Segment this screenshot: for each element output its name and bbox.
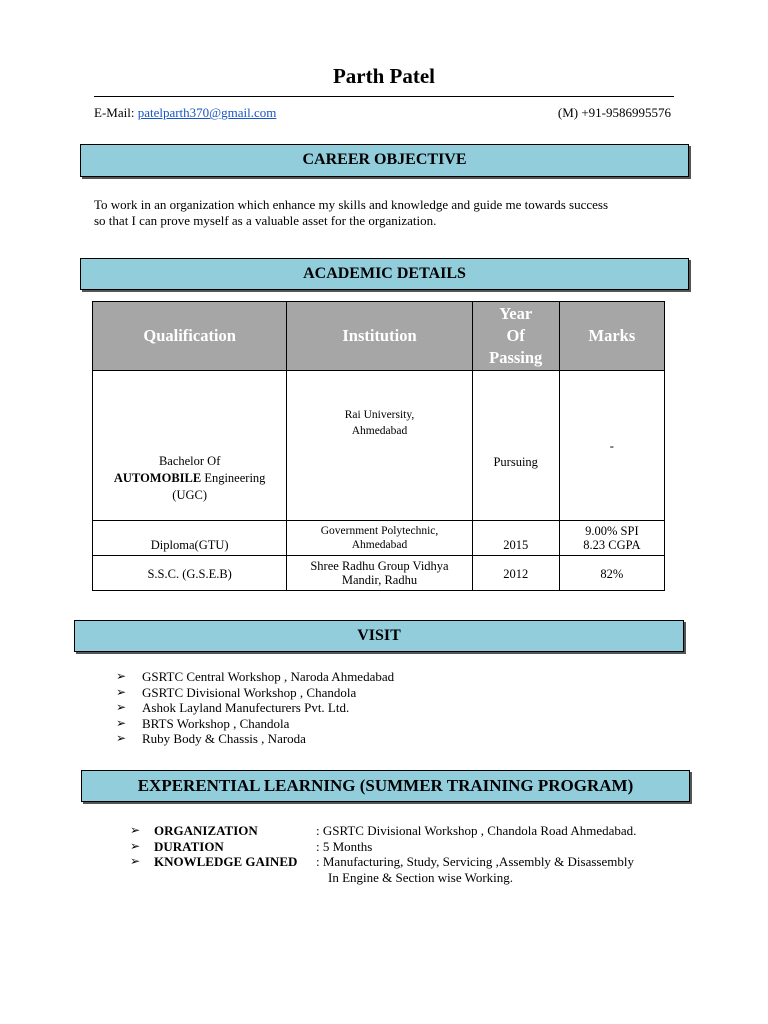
- header-divider: [94, 96, 674, 97]
- qualification-line-3: (UGC): [172, 488, 208, 502]
- detail-value: : GSRTC Divisional Workshop , Chandola Road Ahmedabad.: [316, 823, 637, 838]
- institution-line-2: Ahmedabad: [351, 425, 408, 437]
- list-item: ➢ GSRTC Divisional Workshop , Chandola: [116, 685, 394, 701]
- detail-value: : 5 Months: [316, 838, 373, 854]
- email-label: E-Mail:: [94, 105, 135, 120]
- objective-line-1: To work in an organization which enhance my skills and knowledge and guide me towards success: [94, 197, 609, 212]
- career-objective-text: [94, 197, 674, 228]
- detail-value: : Manufacturing, Study, Servicing ,Assembly & Disassembly: [316, 854, 634, 869]
- header-year-line-1: Year: [499, 304, 533, 323]
- cell-institution: [287, 556, 472, 591]
- arrowhead-bullet-icon: ➢: [130, 854, 141, 868]
- cell-year: 2012: [472, 556, 559, 591]
- email-link[interactable]: patelparth370@gmail.com: [137, 105, 277, 120]
- qualification-bold: AUTOMOBILE: [113, 471, 202, 485]
- objective-line-2: so that I can prove myself as a valuable asset for the organization.: [94, 212, 437, 228]
- cell-institution: [287, 371, 472, 521]
- detail-value-continuation: In Engine & Section wise Working.: [328, 869, 514, 885]
- qualification-line-1: Bachelor Of: [158, 454, 221, 468]
- experiential-learning-heading: EXPERENTIAL LEARNING (SUMMER TRAINING PROGRAM): [81, 770, 690, 802]
- institution-line-1: Rai University,: [344, 409, 415, 421]
- career-objective-heading: CAREER OBJECTIVE: [80, 144, 689, 177]
- list-item: ➢ Ashok Layland Manufecturers Pvt. Ltd.: [116, 700, 394, 716]
- table-row: [93, 556, 665, 591]
- contact-line: [94, 105, 671, 121]
- header-institution: Institution: [287, 302, 472, 371]
- arrowhead-bullet-icon: ➢: [130, 838, 141, 853]
- cell-qualification: [93, 371, 287, 521]
- table-row: [93, 521, 665, 556]
- cell-marks: 82%: [559, 556, 664, 591]
- header-year-of-passing: [472, 302, 559, 371]
- visit-heading: VISIT: [74, 620, 684, 652]
- list-item: ➢ Ruby Body & Chassis , Naroda: [116, 731, 394, 747]
- detail-key: DURATION: [154, 838, 224, 854]
- list-item: ➢ GSRTC Central Workshop , Naroda Ahmedabad: [116, 669, 394, 685]
- resume-name: Parth Patel: [332, 64, 436, 88]
- header-year-line-2: Of: [506, 326, 525, 345]
- academic-table: [92, 301, 665, 591]
- visit-list: [116, 669, 394, 747]
- qualification-rest: Engineering: [201, 471, 266, 485]
- institution-line-1: Government Polytechnic,: [320, 525, 439, 537]
- detail-key: ORGANIZATION: [154, 823, 258, 838]
- academic-details-heading: ACADEMIC DETAILS: [80, 258, 689, 290]
- institution-line-2: Ahmedabad: [351, 539, 408, 551]
- cell-year: 2015: [472, 521, 559, 556]
- cell-qualification: Diploma(GTU): [93, 521, 287, 556]
- cell-marks: -: [559, 371, 664, 521]
- phone-number: (M) +91-9586995576: [557, 105, 671, 120]
- cell-institution: [287, 521, 472, 556]
- institution-line-2: Mandir, Radhu: [341, 573, 418, 587]
- header-year-line-3: Passing: [489, 348, 543, 367]
- cell-marks: [559, 521, 664, 556]
- header-marks: Marks: [559, 302, 664, 371]
- academic-table-header: [93, 302, 665, 371]
- cell-qualification: S.S.C. (G.S.E.B): [93, 556, 287, 591]
- arrowhead-bullet-icon: ➢: [130, 823, 141, 837]
- institution-line-1: Shree Radhu Group Vidhya: [310, 559, 449, 573]
- marks-line-2: 8.23 CGPA: [583, 538, 641, 552]
- table-row: [93, 371, 665, 521]
- cell-year: Pursuing: [472, 371, 559, 521]
- marks-line-1: 9.00% SPI: [585, 524, 639, 538]
- qualification-line-2: [93, 470, 286, 487]
- list-item: ➢ BRTS Workshop , Chandola: [116, 716, 394, 732]
- detail-key: KNOWLEDGE GAINED: [154, 854, 298, 869]
- header-qualification: Qualification: [93, 302, 287, 371]
